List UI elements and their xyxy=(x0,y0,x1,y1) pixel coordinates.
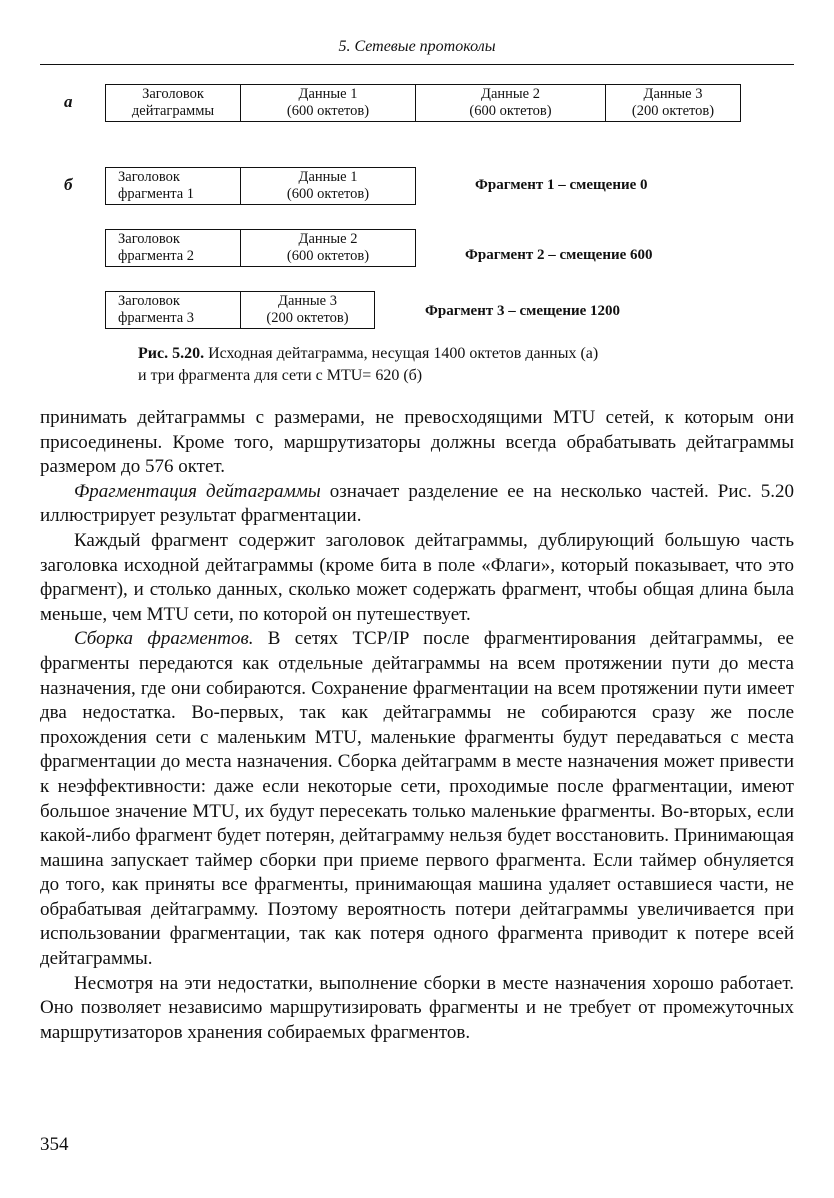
paragraph: Каждый фрагмент содержит заголовок дейтаграммы, дублирующий большую часть заголовка исходной дейтаграммы (кроме бита в поле «Флаги», который показывает, что это фрагмент), и столько данных, сколько может содержать фрагмент, чтобы общая длина была меньше, чем MTU сети, по которой он путешествует. xyxy=(40,529,794,625)
fragment-1 xyxy=(105,167,416,205)
cell-line: Данные 2 xyxy=(481,86,540,102)
fragment-3 xyxy=(105,291,375,329)
datagram-header-cell xyxy=(106,85,241,121)
caption-text: Исходная дейтаграмма, несущая 1400 октетов данных (а) xyxy=(208,345,599,362)
cell-line: фрагмента 2 xyxy=(118,248,195,264)
running-head: 5. Сетевые протоколы xyxy=(338,38,496,55)
term: Сборка фрагментов. xyxy=(74,628,254,650)
figure-number: Рис. 5.20. xyxy=(138,345,205,362)
cell-line: (200 октетов) xyxy=(266,310,349,326)
cell-line: Данные 3 xyxy=(278,293,337,309)
paragraph xyxy=(40,480,794,529)
paragraph-text: означает разделение ее на несколько частей. Рис. 5.20 иллюстрирует результат фрагментации. xyxy=(40,480,794,527)
fragment-header-cell xyxy=(106,230,241,266)
fragment-data-cell xyxy=(241,292,374,328)
cell-line: (600 октетов) xyxy=(469,103,552,119)
cell-line: (200 октетов) xyxy=(631,103,715,119)
fragment-header-cell xyxy=(106,292,241,328)
cell-line: Данные 1 xyxy=(298,169,358,185)
cell-line: Данные 3 xyxy=(643,86,703,102)
figure-caption xyxy=(138,343,778,387)
panel-a-label: а xyxy=(64,92,73,111)
page-number: 354 xyxy=(40,1134,69,1155)
fragment-2 xyxy=(105,229,416,267)
cell-line: Заголовок xyxy=(118,169,180,185)
paragraph: принимать дейтаграммы с размерами, не превосходящими MTU сетей, к которым они присоединены. Кроме того, маршрутизаторы должны всегда обрабатывать дейтаграммы размером до 576 октет. xyxy=(40,407,794,478)
body-text xyxy=(40,406,794,1045)
cell-line: (600 октетов) xyxy=(286,103,370,119)
data-3-cell xyxy=(606,85,740,121)
cell-line: (600 октетов) xyxy=(286,186,370,202)
fragment-2-label: Фрагмент 2 – смещение 600 xyxy=(465,247,653,263)
paragraph: Несмотря на эти недостатки, выполнение сборки в месте назначения хорошо работает. Оно позволяет независимо маршрутизировать фрагменты и не требует от промежуточных маршрутизаторов хранения собираемых фрагментов. xyxy=(40,972,794,1043)
fragment-data-cell xyxy=(241,230,415,266)
fragment-1-label: Фрагмент 1 – смещение 0 xyxy=(475,177,648,193)
data-2-cell xyxy=(416,85,606,121)
cell-line: Данные 2 xyxy=(298,231,358,247)
term: Фрагментация дейтаграммы xyxy=(74,480,321,502)
cell-line: фрагмента 1 xyxy=(118,186,195,202)
paragraph xyxy=(40,627,794,971)
cell-line: (600 октетов) xyxy=(286,248,370,264)
header-rule xyxy=(40,64,794,65)
cell-line: Заголовок xyxy=(118,231,180,247)
fragment-3-label: Фрагмент 3 – смещение 1200 xyxy=(425,303,621,319)
original-datagram xyxy=(105,84,741,122)
caption-line-1 xyxy=(138,343,778,365)
fragment-data-cell xyxy=(241,168,415,204)
cell-line: Данные 1 xyxy=(298,86,358,102)
fragment-header-cell xyxy=(106,168,241,204)
cell-line: Заголовок xyxy=(118,293,180,309)
caption-line-2: и три фрагмента для сети с MTU= 620 (б) xyxy=(138,367,423,384)
cell-line: фрагмента 3 xyxy=(118,310,195,326)
panel-b-label: б xyxy=(64,175,73,194)
paragraph-text: В сетях TCP/IP после фрагментирования дейтаграммы, ее фрагменты передаются как отдельные дейтаграммы на всем протяжении пути до места назначения, где они собираются. Сохранение фрагментации на всем протяжении пути имеет два недостатка. Во-первых, так как дейтаграммы не собираются сразу же после прохождения сети с маленьким MTU, маленькие фрагменты будут передаваться с места фрагментации до места назначения. Сборка дейтаграмм в месте назначения может привести к неэффективности: даже если некоторые сети, проходимые после фрагментации, имеют большое значение MTU, их будут пересекать только маленькие фрагменты. Во-вторых, если какой-либо фрагмент будет потерян, дейтаграмму нельзя будет восстановить. Принимающая машина запускает таймер сборки при приеме первого фрагмента. Если таймер обнуляется до того, как приняты все фрагменты, принимающая машина удаляет оставшиеся части, не обрабатывая дейтаграмму. Поэтому вероятность потери дейтаграммы увеличивается при использовании фрагментации, так как потеря одного фрагмента приводит к потере всей дейтаграммы. xyxy=(40,628,794,970)
data-1-cell xyxy=(241,85,416,121)
cell-line: Заголовок xyxy=(142,86,204,102)
cell-line: дейтаграммы xyxy=(131,103,215,119)
